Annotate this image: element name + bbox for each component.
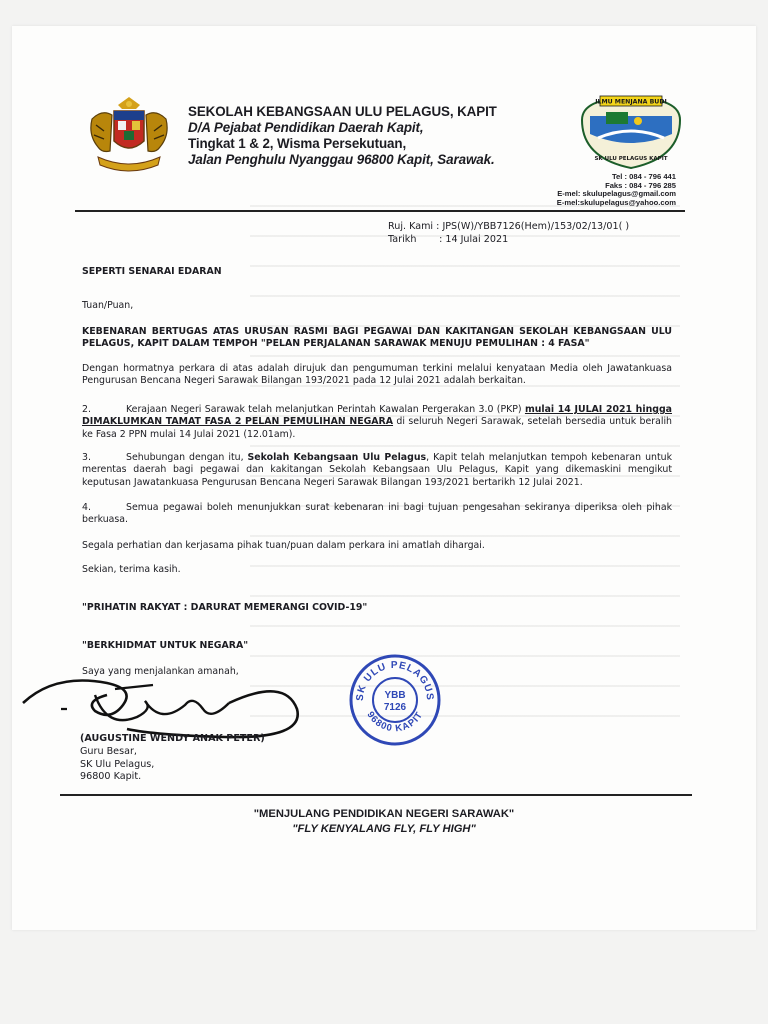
para3-highlight: Sekolah Kebangsaan Ulu Pelagus bbox=[247, 452, 427, 463]
stamp-code-2: 7126 bbox=[383, 702, 407, 713]
stamp-text-bottom: 96800 KAPIT bbox=[364, 709, 426, 735]
para3-number: 3. bbox=[82, 452, 91, 463]
para2-text-c: di seluruh Negeri Sarawak, setelah bersedia untuk beralih ke Fasa 2 PPN mulai 14 Julai 2021 (12.01am). bbox=[82, 416, 672, 440]
date-label: Tarikh bbox=[388, 233, 417, 245]
para3-text-c: , Kapit telah melanjutkan tempoh kebenaran untuk merentas daerah bagi pegawai dan kakitangan Sekolah Kebangsaan Ulu Pelagus, Kapit yang dikemaskini mengikut keputusan Jawatankuasa Pengurusan Bencana Negeri Sarawak Bilangan 193/2021 bertarikh 12 Julai 2021. bbox=[82, 452, 672, 488]
para2-number: 2. bbox=[82, 404, 91, 415]
para4-number: 4. bbox=[82, 502, 91, 513]
para4-text: Semua pegawai boleh menunjukkan surat kebenaran ini bagi tujuan pengesahan sekiranya diperiksa oleh pihak berkuasa. bbox=[82, 502, 672, 526]
para2-highlight: mulai 14 JULAI 2021 hingga DIMAKLUMKAN TAMAT FASA 2 PELAN PEMULIHAN NEGARA bbox=[82, 404, 672, 428]
motto-2: "BERKHIDMAT UNTUK NEGARA" bbox=[82, 640, 249, 651]
signatory-place: 96800 Kapit. bbox=[80, 771, 142, 783]
salutation: Tuan/Puan, bbox=[82, 300, 134, 311]
reference-block bbox=[388, 221, 629, 246]
logo-banner-text: ILMU MENJANA BUDI bbox=[595, 98, 667, 106]
contact-tel: Tel : 084 - 796 441 bbox=[611, 172, 676, 181]
address-line-3: Jalan Penghulu Nyanggau 96800 Kapit, Sarawak. bbox=[188, 152, 495, 167]
signoff-line: Saya yang menjalankan amanah, bbox=[82, 666, 239, 677]
footer-motto-1: "MENJULANG PENDIDIKAN NEGERI SARAWAK" bbox=[253, 808, 515, 820]
contact-fax: Faks : 084 - 796 285 bbox=[605, 180, 676, 190]
school-logo bbox=[578, 94, 684, 170]
contact-block bbox=[520, 173, 676, 207]
contact-email-2: E-mel:skulupelagus@yahoo.com bbox=[556, 197, 676, 207]
school-stamp bbox=[349, 654, 441, 746]
para3-text-a: Sehubungan dengan itu, bbox=[126, 452, 248, 463]
footer-divider bbox=[60, 794, 692, 796]
signatory-org: SK Ulu Pelagus, bbox=[80, 758, 155, 770]
school-name: SEKOLAH KEBANGSAAN ULU PELAGUS, KAPIT bbox=[188, 104, 497, 119]
coat-of-arms-logo bbox=[80, 95, 178, 173]
contact-email-1: E-mel: skulupelagus@gmail.com bbox=[557, 189, 676, 199]
header-divider bbox=[75, 210, 685, 212]
letterhead-block bbox=[188, 104, 497, 168]
signatory-block bbox=[80, 733, 265, 784]
footer-motto-2: "FLY KENYALANG FLY, FLY HIGH" bbox=[292, 823, 476, 835]
closing-line-1: Segala perhatian dan kerjasama pihak tuan/puan dalam perkara ini amatlah dihargai. bbox=[82, 540, 485, 551]
recipient-line: SEPERTI SENARAI EDARAN bbox=[82, 266, 222, 277]
stamp-code-1: YBB bbox=[384, 690, 406, 701]
date-value: : 14 Julai 2021 bbox=[439, 233, 509, 245]
closing-line-2: Sekian, terima kasih. bbox=[82, 564, 181, 575]
logo-ring-text: SK ULU PELAGUS KAPIT bbox=[594, 156, 668, 162]
paragraph-1: Dengan hormatnya perkara di atas adalah dirujuk dan pengumuman terkini melalui kenyataan Media oleh Jawatankuasa Pengurusan Bencana Negeri Sarawak Bilangan 193/2021 pada 12 Julai 2021 adalah berkaitan. bbox=[82, 363, 672, 387]
ref-value: : JPS(W)/YBB7126(Hem)/153/02/13/01( ) bbox=[436, 221, 630, 232]
address-line-2: Tingkat 1 & 2, Wisma Persekutuan, bbox=[188, 136, 407, 151]
motto-1: "PRIHATIN RAKYAT : DARURAT MEMERANGI COVID-19" bbox=[82, 602, 368, 613]
signatory-name: (AUGUSTINE WENDY ANAK PETER) bbox=[80, 733, 265, 744]
stamp-text-top: SK ULU PELAGUS bbox=[354, 659, 436, 702]
paragraph-3 bbox=[82, 452, 672, 489]
paragraph-4 bbox=[82, 502, 672, 527]
subject-heading: KEBENARAN BERTUGAS ATAS URUSAN RASMI BAGI PEGAWAI DAN KAKITANGAN SEKOLAH KEBANGSAAN ULU PELAGUS, KAPIT DALAM TEMPOH "PELAN PERJALANAN SARAWAK MENUJU PEMULIHAN : 4 FASA" bbox=[82, 326, 672, 350]
paragraph-2 bbox=[82, 404, 672, 441]
signatory-title: Guru Besar, bbox=[80, 745, 137, 757]
ref-label: Ruj. Kami bbox=[388, 221, 434, 232]
address-line-1: D/A Pejabat Pendidikan Daerah Kapit, bbox=[188, 120, 424, 135]
para2-text-a: Kerajaan Negeri Sarawak telah melanjutkan Perintah Kawalan Pergerakan 3.0 (PKP) bbox=[126, 404, 525, 415]
